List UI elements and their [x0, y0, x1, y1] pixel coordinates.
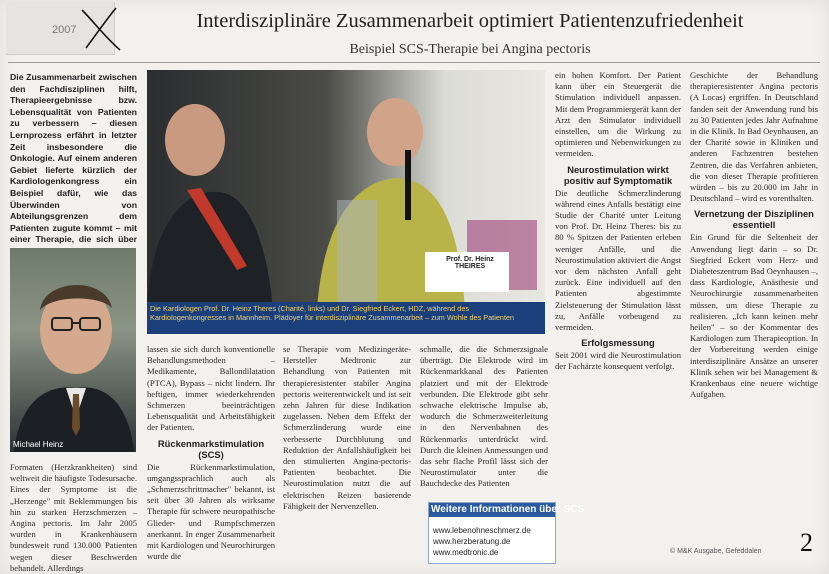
column-2	[147, 344, 275, 562]
heading-neurostimulation: Neurostimulation wirkt positiv auf Symptomatik	[563, 163, 673, 186]
image-credit: © M&K Ausgabe, Gefeddalen	[670, 548, 762, 555]
article-subhead: Beispiel SCS-Therapie bei Angina pectoris	[349, 42, 591, 57]
portrait-caption: Michael Heinz	[13, 440, 64, 449]
column-1-text: Formaten (Herzkrankheiten) sind weltweit die häufigste Todesursache. Eines der Symptome ist die „Herzenge" mit Beklemmungen bis hin zu starken Herzschmerzen – Angina pectoris. Im Jahr 2005 wurden in Krankenhäusern bundesweit rund 130.000 Patienten wegen dieser Beschwerden behandelt. Allerdings	[10, 462, 137, 573]
column-6-text-a: Geschichte der Behandlung therapieresistenter Angina pectoris (A Locas) ergriffen. In Deutschland fanden seit der Anwendung rund bis zu 30 Patienten jedes Jahr Aufnahme in die Klinik. In Bad Oeynhausen, an der Charité sowie in Kliniken und anderen Fachzentren bestehen Zentren, die das Verfahren anbieten, die von dieser Therapie profitieren würden – bis zu 20.000 im Jahr in Deutschland – wird es vorenthalten.	[690, 70, 818, 204]
info-box	[428, 502, 585, 564]
conference-photo	[147, 70, 545, 334]
portrait-illustration	[10, 248, 136, 452]
header-rule	[8, 62, 820, 63]
column-6-text-b: Ein Grund für die Seltenheit der Anwendung liegt darin – so Dr. Siegfried Eckert vom Herz- und Diabeteszentrum Bad Oeynhausen –, dass Kardiologie, Anästhesie und Neurochirurgie zusammenarbeiten müssen, um diese Therapie zu realisieren. „Ich kann keinen mehr heilen" – so der Kommentar des Kardiologen zum Therapieoption. In der Vorbereitung werden einige interdisziplinäre Ansätze an unserer Klinik sehen wir bei Management & Krankenhaus eine neuere wichtige Aufgaben.	[690, 232, 818, 400]
column-3	[283, 344, 411, 512]
placard-text: Prof. Dr. Heinz THEIRES	[446, 256, 494, 270]
stamp-text: 2007	[52, 24, 77, 36]
column-1	[10, 462, 137, 574]
info-link[interactable]: www.herzberatung.de	[433, 537, 511, 546]
info-links	[433, 525, 531, 558]
column-2-text-a: lassen sie sich durch konventionelle Behandlungsmethoden – Medikamente, Ballondilatation (PTCA), Bypass – nicht lindern. Ihr heftigen, immer wiederkehrenden Schmerzen beeinträchtigen Lebensqualität und Arbeitsfähigkeit der Patienten.	[147, 344, 275, 433]
info-link[interactable]: www.lebenohneschmerz.de	[433, 526, 531, 535]
column-5-text-a: ein hohen Komfort. Der Patient kann über ein Steuergerät die Stimulation individuell anpassen. Mit dem Programmiergerät kann der Arzt den Stimulator individuell einstellen, um die Wirkung zu optimieren und Nebenwirkungen zu vermeiden.	[555, 70, 681, 159]
heading-erfolgsmessung: Erfolgsmessung	[581, 337, 655, 349]
photo-caption: Die Kardiologen Prof. Dr. Heinz Theres (Charité, links) und Dr. Siegfried Eckert, HDZ, während des Kardiologenkongresses in Mannheim. Plädoyer für interdisziplinäre Zusammenarbeit – zum Wohle des Patienten	[147, 302, 545, 334]
article-headline: Interdisziplinäre Zusammenarbeit optimiert Patientenzufriedenheit	[196, 10, 744, 32]
column-3-text: se Therapie vom Medizingeräte-Hersteller Medtronic zur Behandlung von Patienten mit therapieresistenter stabiler Angina pectoris weiterentwickelt und ist seit zehn Jahren für diese Indikation zugelassen. Neben dem Effekt der Schmerzlinderung wurde eine verbesserte Durchblutung und Reduktion der Anfallshäufigkeit bei den stimulierten Angina-pectoris-Patienten beobachtet. Die Neurostimulation nutzt die auf elektrischen Reizen basierende Fähigkeit der Nervenzellen.	[283, 344, 411, 511]
column-4	[420, 344, 548, 490]
column-5	[555, 70, 681, 373]
column-5-text-b: Die deutliche Schmerzlinderung während eines Anfalls bestätigt eine Studie der Charité unter Leitung von Prof. Dr. Heinz Theres: bis zu 80 % Spitzen der Patienten erleben weniger Anfälle, und die Neurostimulation aktiviert die Angst vor dem nächsten Anfall geht zurück. Eine individuell auf den Patienten abgestimmte Zielsteuerung der Stimulation lässt zu, Anfälle vorbeugend zu vermeiden.	[555, 187, 681, 333]
handwritten-x-mark	[76, 2, 126, 54]
heading-rueckenmarkstimulation: Rückenmarkstimulation (SCS)	[157, 437, 265, 460]
heading-vernetzung: Vernetzung der Disziplinen essentiell	[694, 208, 814, 231]
conference-scene-illustration	[147, 70, 545, 310]
info-box-title: Weitere Informationen über SCS	[431, 504, 585, 515]
portrait-photo	[10, 248, 136, 452]
name-placard	[435, 256, 505, 270]
archive-stamp	[6, 2, 115, 55]
lead-paragraph: Die Zusammenarbeit zwischen den Fachdisziplinen hilft, Therapieergebnisse bzw. Lebensqualität von Patienten zu verbessern – diesen Lernprozess erfährt in letzter Zeit insbesondere die Onkologie. Auf einem anderen Gebiet lieferte kürzlich der Kardiologenkongress ein Beispiel dafür, wie das Überwinden von Abteilungsgrenzen dem Patienten zugute kommt – mit einer Therapie, die sich über	[10, 72, 137, 245]
column-6	[690, 70, 818, 400]
column-4-text: schmalle, die die Schmerzsignale überträgt. Die Elektrode wird im Rückenmarkkanal des Patienten platziert und mit der Elektrode verbunden. Die Elektrode gibt sehr schwache elektrische Impulse ab, wodurch die Schmerzweiterleitung in den Nervenbahnen des Rückenmarks unterdrückt wird. Durch die kleinen Anmessungen und das sehr flache Profil lässt sich der Neurostimulator unter die Bauchdecke des Patienten	[420, 344, 548, 489]
page-number: 2	[800, 528, 813, 557]
info-link[interactable]: www.medtronic.de	[433, 548, 499, 557]
column-2-text-b: Die Rückenmarkstimulation, umgangssprachlich auch als „Schmerzschrittmacher" bekannt, ist seit über 30 Jahren als wirksame Therapie für schwere neuropathische Glieder- und Rumpfschmerzen anerkannt. In enger Zusammenarbeit mit Kardiologen und Neurochirurgen wurde die	[147, 461, 275, 562]
column-5-text-c: Seit 2001 wird die Neurostimulation der Fachärzte konsequent verfolgt.	[555, 350, 681, 372]
